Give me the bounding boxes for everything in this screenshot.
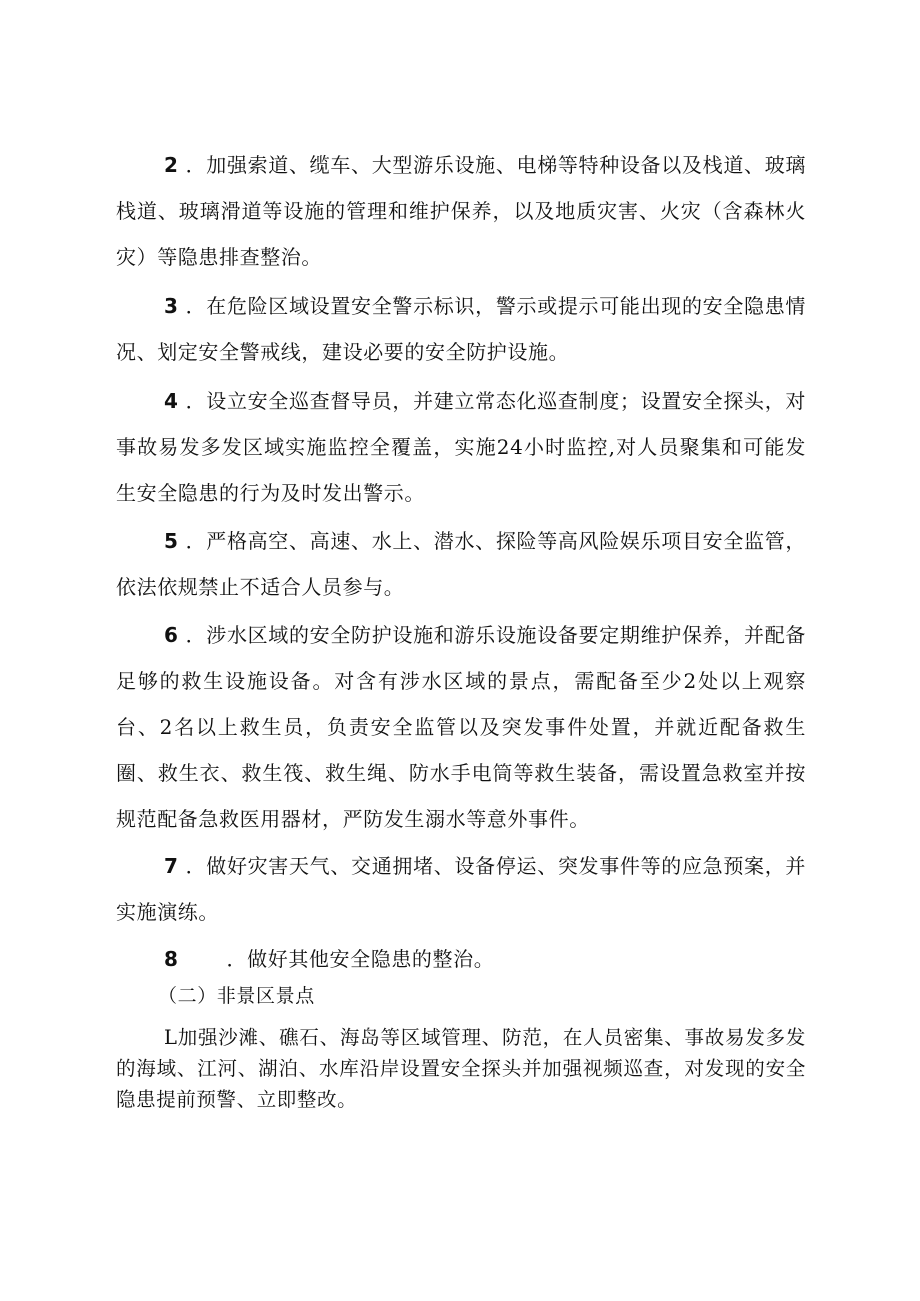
paragraph: L加强沙滩、礁石、海岛等区域管理、防范，在人员密集、事故易发多发的海域、江河、湖泊、水库沿岸设置安全探头并加强视频巡查，对发现的安全隐患提前预警、立即整改。 bbox=[116, 1026, 806, 1111]
list-item bbox=[116, 142, 806, 280]
item-text: ．做好灾害天气、交通拥堵、设备停运、突发事件等的应急预案，并实施演练。 bbox=[116, 854, 806, 924]
item-number: 3 bbox=[164, 294, 179, 318]
list-item bbox=[116, 378, 806, 516]
item-number: 5 bbox=[164, 529, 179, 553]
item-text: ．设立安全巡查督导员，并建立常态化巡查制度；设置安全探头，对事故易发多发区域实施监控全覆盖，实施24小时监控,对人员聚集和可能发生安全隐患的行为及时发出警示。 bbox=[116, 389, 806, 505]
list-item bbox=[116, 283, 806, 375]
list-item bbox=[116, 612, 806, 842]
item-number: 7 bbox=[164, 854, 179, 878]
item-text: ．加强索道、缆车、大型游乐设施、电梯等特种设备以及栈道、玻璃栈道、玻璃滑道等设施的管理和维护保养，以及地质灾害、火灾（含森林火灾）等隐患排查整治。 bbox=[116, 153, 806, 269]
item-text: ．在危险区域设置安全警示标识，警示或提示可能出现的安全隐患情况、划定安全警戒线，建设必要的安全防护设施。 bbox=[116, 294, 806, 364]
section-subheading: （二）非景区景点 bbox=[158, 985, 315, 1007]
item-number: 8 bbox=[164, 947, 179, 971]
item-number: 6 bbox=[164, 623, 179, 647]
list-item bbox=[116, 518, 806, 610]
list-item bbox=[116, 843, 806, 935]
item-text: ．做好其他安全隐患的整治。 bbox=[226, 947, 495, 971]
item-number: 2 bbox=[164, 153, 179, 177]
item-number: 4 bbox=[164, 389, 179, 413]
item-text: ．严格高空、高速、水上、潜水、探险等高风险娱乐项目安全监管，依法依规禁止不适合人员参与。 bbox=[116, 529, 806, 599]
item-text: ．涉水区域的安全防护设施和游乐设施设备要定期维护保养，并配备足够的救生设施设备。对含有涉水区域的景点，需配备至少2处以上观察台、2名以上救生员，负责安全监管以及突发事件处置，并就近配备救生圈、救生衣、救生筏、救生绳、防水手电筒等救生装备，需设置急救室并按规范配备急救医用器材，严防发生溺水等意外事件。 bbox=[116, 623, 806, 831]
